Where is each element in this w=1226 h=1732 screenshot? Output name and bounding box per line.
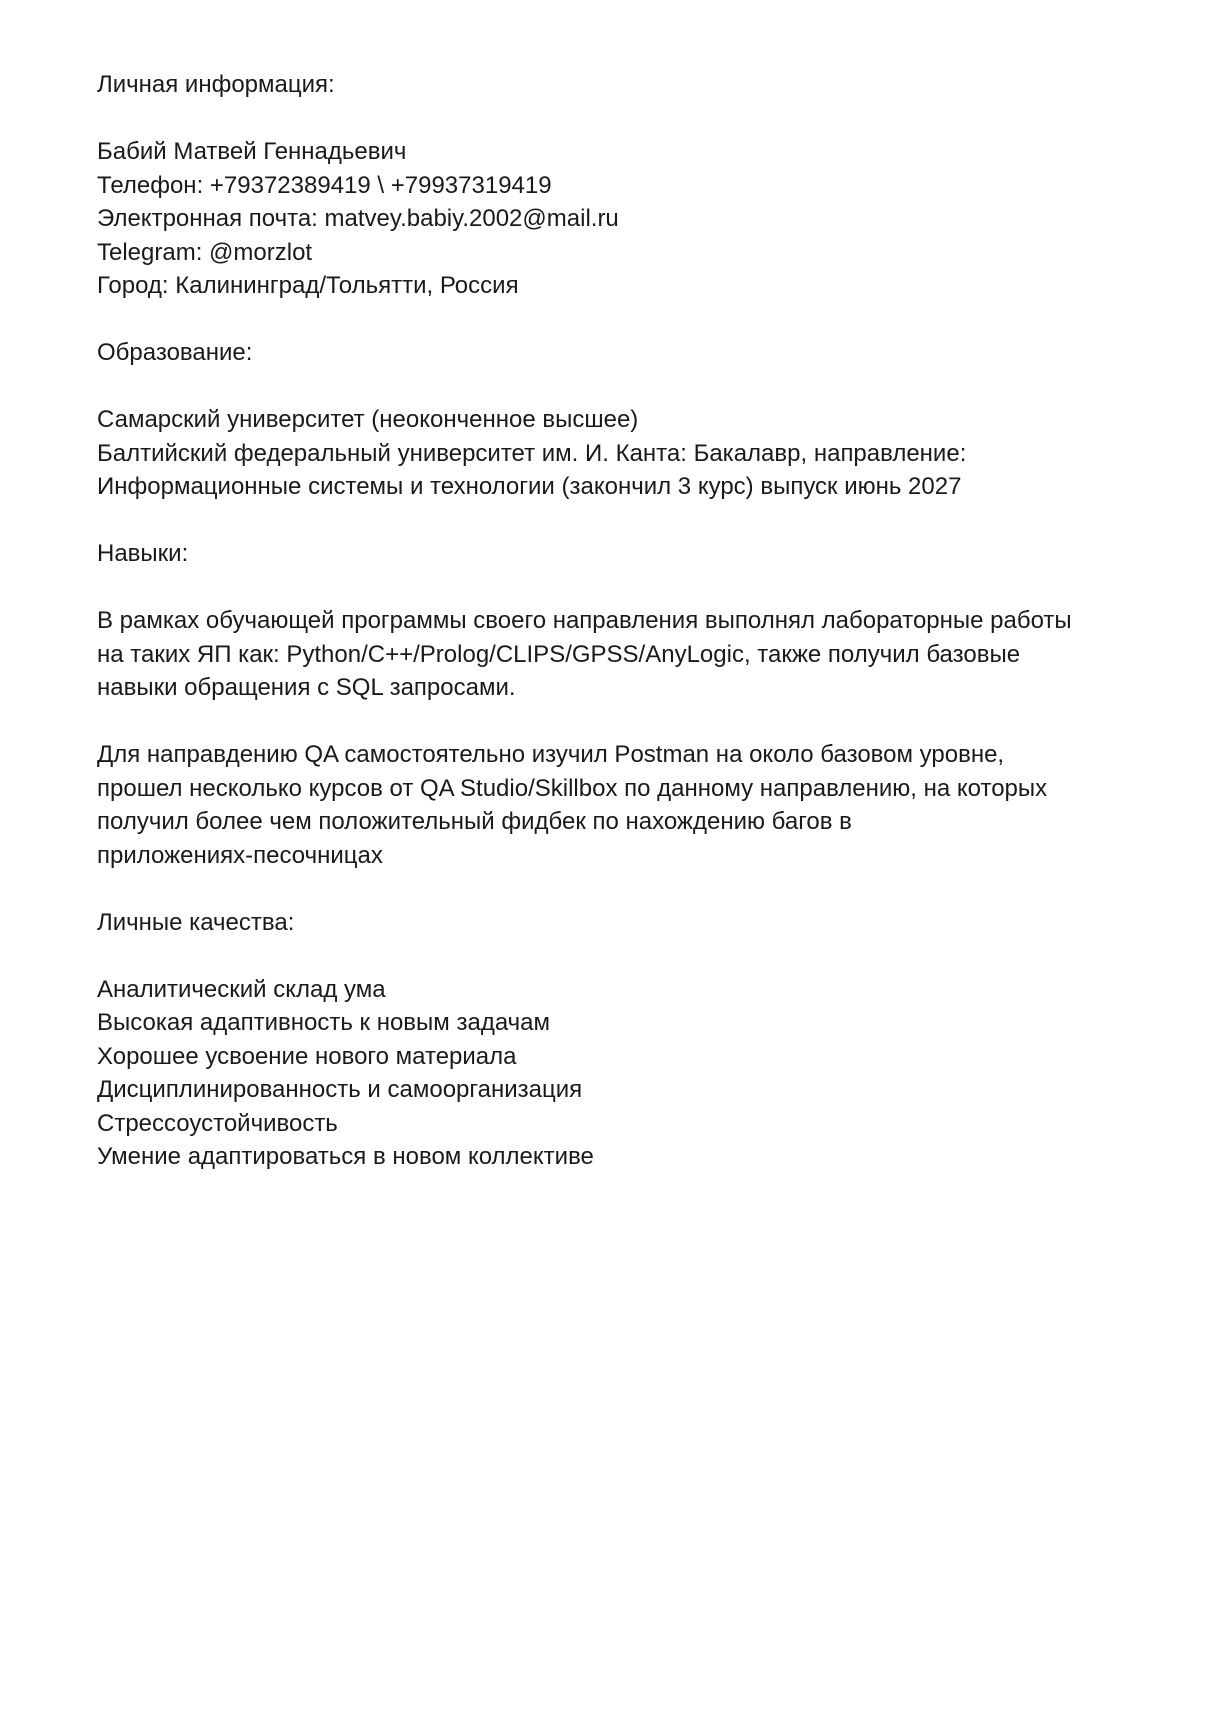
- email-line: Электронная почта: matvey.babiy.2002@mail.ru: [97, 205, 619, 232]
- skills-paragraph-line: навыки обращения с SQL запросами.: [97, 674, 516, 701]
- spacer: [97, 370, 1147, 404]
- spacer: [97, 571, 1147, 605]
- skills-paragraph-line: на таких ЯП как: Python/C++/Prolog/CLIPS/GPSS/AnyLogic, также получил базовые: [97, 640, 1021, 668]
- quality-item: Умение адаптироваться в новом коллективе: [97, 1143, 594, 1170]
- quality-item: Стрессоустойчивость: [97, 1109, 338, 1137]
- spacer: [97, 303, 1147, 337]
- skills-heading: Навыки:: [97, 540, 189, 567]
- quality-item: Хорошее усвоение нового материала: [97, 1042, 517, 1070]
- education-line: Информационные системы и технологии (закончил 3 курс) выпуск июнь 2027: [97, 473, 962, 500]
- education-heading: Образование:: [97, 339, 253, 366]
- phone-line: Телефон: +79372389419 \ +79937319419: [97, 171, 552, 199]
- quality-item: Аналитический склад ума: [97, 975, 386, 1003]
- spacer: [97, 102, 1147, 136]
- qa-paragraph-line: приложениях-песочницах: [97, 841, 383, 869]
- education-line: Самарский университет (неоконченное высшее): [97, 406, 639, 433]
- quality-item: Дисциплинированность и самоорганизация: [97, 1076, 583, 1103]
- education-line: Балтийский федеральный университет им. И. Канта: Бакалавр, направление:: [97, 439, 967, 467]
- full-name: Бабий Матвей Геннадьевич: [97, 138, 407, 165]
- qualities-heading: Личные качества:: [97, 908, 295, 936]
- skills-paragraph-line: В рамках обучающей программы своего направления выполнял лабораторные работы: [97, 607, 1072, 634]
- quality-item: Высокая адаптивность к новым задачам: [97, 1009, 550, 1036]
- telegram-line: Telegram: @morzlot: [97, 238, 313, 266]
- spacer: [97, 872, 1147, 906]
- spacer: [97, 705, 1147, 739]
- personal-info-heading: Личная информация:: [97, 71, 335, 98]
- spacer: [97, 504, 1147, 538]
- qa-paragraph-line: прошел несколько курсов от QA Studio/Skillbox по данному направлению, на которых: [97, 774, 1048, 802]
- qa-paragraph-line: Для направдению QA самостоятельно изучил Postman на около базовом уровне,: [97, 741, 1005, 768]
- resume-content: [97, 68, 1147, 1174]
- spacer: [97, 939, 1147, 973]
- qa-paragraph-line: получил более чем положительный фидбек по нахождению багов в: [97, 808, 852, 835]
- city-line: Город: Калининград/Тольятти, Россия: [97, 272, 519, 299]
